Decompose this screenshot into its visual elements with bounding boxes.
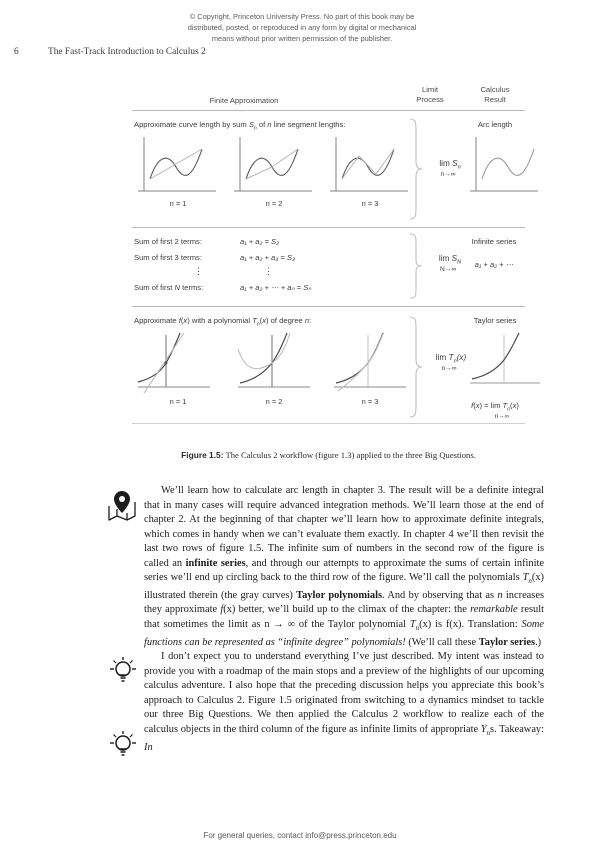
p1-seg-8: (x) is f(x). Translation:: [419, 619, 522, 630]
p1-italic-T2: T: [409, 619, 416, 630]
p1-seg-2: , and through our attempts to approximate the sums of certain infinite series we’ll end up circling back to the third row of the figure. We’ll call the polynomials: [144, 557, 544, 584]
p1-seg-10: .): [535, 636, 542, 648]
taylor-panel-n3-label: n = 3: [361, 397, 379, 406]
arc-panel-n3: [328, 135, 412, 207]
series-expr-1: a₁ + a₂ = S₂: [240, 237, 280, 246]
p2-seg-1: I don’t expect you to understand everything I’ve just described. My intent was instead to provide you with a roadmap of the main stops and a preview of the highlights of our upcoming calculus adventure. I also hope that the preceding discussion helps you appreciate this book’s approach to Calculus 2. Figure 1.5 originated from switching to a dynamics mindset to tackle our three Big Questions. We then applied the Calculus 2 workflow to realize each of the calculus objects in the third column of the figure as infinite limits of appropriate: [144, 651, 544, 735]
column-heading-limit-line2: Process: [416, 94, 444, 104]
figure-row-taylor-series: [132, 307, 525, 423]
taylor-result-panel: [468, 333, 540, 399]
p1-seg-9: (We’ll call these: [405, 636, 479, 648]
column-heading-limit-line1: Limit: [421, 85, 439, 94]
page-number: 6: [14, 47, 19, 57]
p1-seg-7: result that sometimes the limit as n → ∞ of the Taylor polynomial: [144, 604, 544, 630]
p2-sub-n: n: [486, 728, 491, 737]
p2-italic-Y: Y: [480, 723, 487, 735]
row1-lead-post: line segment lengths:: [271, 120, 346, 129]
p1-seg-3: (x) illustrated therein (the gray curves): [144, 572, 544, 601]
p1-seg-1: We’ll learn how to calculate arc length in chapter 3. The result will be a definite integral that in many cases will require advanced integration methods. We’ll learn those at the end of chapter 2. At the beginning of that chapter we’ll learn how to approximate definite integrals, which comes in handy when we can’t evaluate them exactly. In chapter 4 we’ll then revisit the last two rows of figure 1.5. The infinite sum of numbers in the second row of the figure is called an: [144, 485, 544, 569]
row1-result-label: Arc length: [477, 120, 513, 129]
arc-panel-n1-label: n = 1: [169, 199, 187, 208]
column-heading-result-line2: Result: [484, 94, 506, 104]
taylor-panel-n1-label: n = 1: [169, 397, 187, 406]
arc-plot-n2: [232, 135, 316, 201]
taylor-plot-n3: [328, 333, 412, 399]
row3-limit-expr: T: [448, 353, 454, 362]
row2-result-label: Infinite series: [471, 237, 517, 246]
body-text: [144, 484, 544, 755]
row2-limit-expr: S: [451, 254, 458, 263]
row1-lead-sym: S: [248, 120, 254, 129]
figure-caption-label: Figure 1.5:: [181, 450, 224, 460]
taylor-panel-n1: [136, 333, 220, 405]
p1-bold-infinite: infinite series: [185, 557, 246, 569]
series-expr-2: a₁ + a₂ + a₃ = S₃: [240, 253, 296, 262]
row1-lead-sub: n: [253, 125, 257, 132]
p2-italic-in: In: [144, 741, 153, 753]
row3-result-expression: $f(x) = \lim T_n(x)$ n→∞: [458, 401, 532, 420]
arc-result-plot: [468, 135, 540, 201]
column-heading-finite-approximation: Finite Approximation: [209, 96, 279, 105]
p1-seg-4: . And by observing that as: [382, 589, 498, 601]
copyright-notice: [152, 11, 452, 45]
figure-1-5: [132, 84, 525, 444]
row1-brace: [406, 117, 424, 221]
copyright-line-3: means without prior written permission of the publisher.: [211, 34, 393, 44]
arc-panel-n2-label: n = 2: [265, 199, 283, 208]
page-footer: For general queries, contact info@press.princeton.edu: [203, 831, 397, 840]
lightbulb-icon: [108, 655, 138, 687]
p1-italic-T: T: [522, 572, 529, 584]
figure-caption: [132, 450, 525, 461]
p1-bold-taylor-polynomials: Taylor polynomials: [296, 589, 383, 601]
taylor-panel-n2: [232, 333, 316, 405]
p2-seg-2: s. Takeaway:: [490, 723, 545, 735]
row3-result-label: Taylor series: [473, 316, 517, 325]
figure-row-arc-length: [132, 111, 525, 227]
row2-limit-expr-sub: N: [457, 259, 462, 266]
arc-plot-n1: [136, 135, 220, 201]
row1-limit-expr-sub: n: [457, 164, 461, 171]
row1-lead-var: n: [267, 120, 272, 129]
row3-limit-under: n→∞: [441, 364, 457, 372]
row2-result-expression: a₁ + a₂ + ⋯: [474, 260, 514, 269]
series-label-1: Sum of first 2 terms:: [134, 237, 202, 246]
copyright-line-1: © Copyright, Princeton University Press. No part of this book may be: [189, 12, 415, 21]
row3-lead-text: Approximate f(x) with a polynomial $T_n(x)$ of degree n:: [134, 316, 312, 328]
column-heading-result-line1: Calculus: [480, 85, 510, 94]
lightbulb-icon: [108, 729, 138, 761]
row2-limit-op: lim: [438, 254, 450, 263]
running-head-title: The Fast-Track Introduction to Calculus 2: [48, 47, 206, 57]
p1-sub-n: n: [528, 577, 532, 586]
body-paragraph-2: [144, 650, 544, 755]
p1-seg-5: increases they approximate: [144, 589, 544, 616]
figure-rule-bottom: [132, 423, 525, 424]
map-pin-icon: [107, 489, 137, 521]
copyright-line-2: distributed, posted, or reproduced in any form by digital or mechanical: [187, 23, 417, 33]
series-vdots-label: ⋮: [194, 266, 203, 276]
p1-seg-6: (x) better, we’ll build up to the climax of the chapter: the: [223, 604, 471, 616]
arc-panel-n2: [232, 135, 316, 207]
row3-limit-op: lim: [435, 353, 447, 362]
series-label-2: Sum of first 3 terms:: [134, 253, 202, 262]
p1-bold-taylor-series: Taylor series: [478, 636, 536, 648]
row1-lead-text: [134, 120, 345, 132]
taylor-plot-n1: [136, 333, 220, 399]
column-heading-limit-process: [404, 85, 456, 104]
row1-limit-expr: S: [452, 159, 458, 168]
taylor-result-plot: [468, 333, 540, 395]
row1-lead-pre: Approximate curve length by sum: [134, 120, 249, 129]
row1-lead-mid: of: [256, 120, 268, 129]
p1-italic-remarkable: remarkable: [470, 604, 518, 616]
arc-panel-n1: [136, 135, 220, 207]
column-heading-calculus-result: [464, 85, 526, 104]
row1-limit-under: n→∞: [440, 170, 456, 178]
arc-result-panel: [468, 135, 540, 207]
row3-limit-expr-arg: (x): [456, 353, 467, 362]
p1-italic-translation: Some functions can be represented as “infinite degree” polynomials!: [144, 619, 545, 648]
running-head: [14, 47, 206, 57]
series-expr-4: a₁ + a₂ + ⋯ + aₙ = Sₙ: [240, 283, 312, 292]
p1-italic-n: n: [497, 589, 503, 601]
taylor-panel-n2-label: n = 2: [265, 397, 283, 406]
figure-row-infinite-series: [132, 228, 525, 306]
series-label-4: Sum of first N terms:: [134, 283, 204, 292]
p1-italic-f: f: [220, 604, 224, 616]
figure-column-headings: [132, 84, 525, 110]
row2-limit-under: N→∞: [439, 265, 457, 273]
arc-plot-n3: [328, 135, 412, 201]
arc-panel-n3-label: n = 3: [361, 199, 379, 208]
body-paragraph-1: We’ll learn how to calculate arc length in chapter 3. The result will be a definite integral that in many cases will require advanced integration methods. We’ll learn those at the end of chapter 2. At the beginning of that chapter we’ll learn how to approximate definite integrals, which comes in handy when we can’t evaluate them exactly. In chapter 4 we’ll then revisit the last two rows of figure 1.5. The infinite sum of numbers in the second row of the figure is called an infinite series, and through our attempts to approximate the sums of certain infinite series we’ll end up circling back to the third row of the figure. We’ll call the polynomials $T_n(x)$ illustrated therein (the gray curves) Taylor polynomials. And by observing that as n increases they approximate f(x) better, we’ll build up to the climax of the chapter: the remarkable result that sometimes the limit as n → ∞ of the Taylor polynomial $T_n(x)$ is f(x). Translation: Some functions can be represented as “infinite degree” polynomials! (We’ll call these Taylor series.): [144, 485, 545, 648]
figure-caption-text: The Calculus 2 workflow (figure 1.3) applied to the three Big Questions.: [223, 450, 476, 460]
row3-limit-expr-sub: n: [453, 358, 457, 365]
taylor-plot-n2: [232, 333, 316, 399]
taylor-panel-n3: [328, 333, 412, 405]
row3-result-expression-under: n→∞: [494, 412, 510, 420]
row1-limit-op: lim: [439, 159, 450, 168]
series-vdots-expr: ⋮: [264, 266, 273, 276]
